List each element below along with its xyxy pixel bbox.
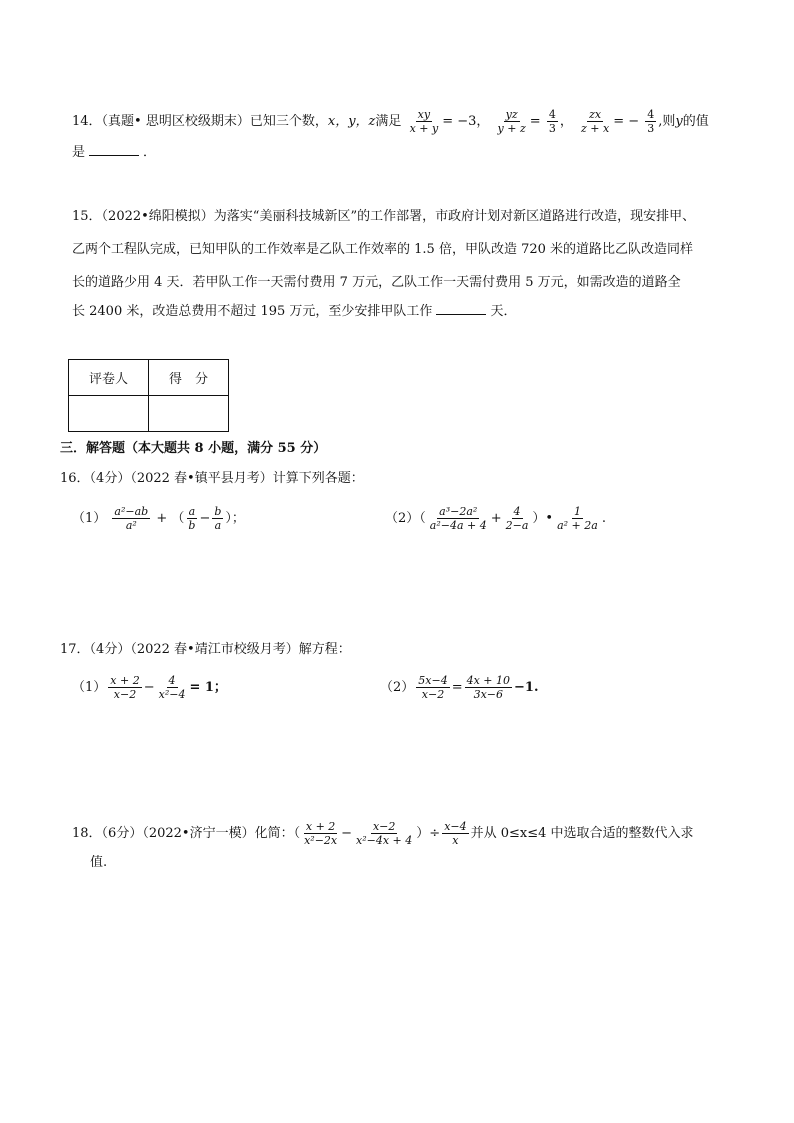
- frac-num: 4: [513, 505, 521, 518]
- q17-head: 17．（4分）（2022 春•靖江市校级月考）解方程：: [60, 642, 351, 657]
- frac-num: 4: [548, 108, 556, 121]
- q14-number: 14．: [72, 114, 102, 129]
- score-table-grader-cell: [69, 396, 149, 432]
- frac-den: y + z: [497, 122, 526, 135]
- frac-num: a: [188, 505, 196, 518]
- frac-num: a³−2a²: [439, 505, 478, 518]
- q14-line2: [72, 143, 156, 163]
- q15-line1: 15．（2022•绵阳模拟）为落实“美丽科技城新区”的工作部署，市政府计划对新区道路进行改造，现安排甲、: [72, 209, 696, 224]
- q16-p1-frac-a: [112, 505, 150, 532]
- q14-fraction-4-3: [547, 108, 558, 135]
- q14-fraction-yz: [496, 108, 528, 135]
- score-table-score-cell: [149, 396, 229, 432]
- q16-part1: [72, 505, 245, 532]
- q17-end: −1.: [514, 680, 539, 695]
- frac-num: 1: [573, 505, 581, 518]
- q18-line2: 值.: [90, 855, 108, 870]
- frac-num: 4: [168, 674, 176, 687]
- frac-den: x−2: [421, 688, 445, 701]
- q14-vars: x，y，z: [327, 114, 376, 129]
- q18-head: 18．（6分）（2022•济宁一模）化简：（: [72, 826, 301, 841]
- frac-num: xy: [417, 108, 431, 121]
- q17-p1-frac-a: [108, 674, 141, 701]
- q17-p2-frac-b: [465, 674, 512, 701]
- q17-end: = 1；: [189, 680, 227, 695]
- q16-p1-frac-b: [186, 505, 197, 532]
- frac-den: 3: [548, 122, 556, 135]
- q18-frac-b: [354, 820, 414, 847]
- score-table-header: [69, 360, 229, 396]
- q16-head: 16．（4分）（2022 春•镇平县月考）计算下列各题：: [60, 471, 364, 486]
- q15-text: 长 2400 米，改造总费用不超过 195 万元，至少安排甲队工作: [72, 304, 433, 319]
- q16-p2-frac-c: [555, 505, 600, 532]
- q14-end: ．: [143, 145, 157, 160]
- q17-p2-label: （2）: [380, 680, 415, 695]
- frac-den: a²−4a + 4: [429, 519, 487, 532]
- frac-num: zx: [589, 108, 602, 121]
- score-table-grader-label: 评卷人: [69, 360, 149, 396]
- score-table: [68, 359, 229, 432]
- q16-end: ）；: [225, 511, 245, 526]
- q16-op: + （: [156, 511, 185, 526]
- score-table-score-label: 得 分: [149, 360, 229, 396]
- q18-op: −: [341, 826, 353, 841]
- q14-text: 的值: [682, 114, 709, 129]
- q17-op: −: [143, 680, 155, 695]
- frac-den: a² + 2a: [557, 519, 598, 532]
- q16-op: −: [199, 511, 211, 526]
- q18-frac-a: [302, 820, 339, 847]
- q14-fraction-xy: [408, 108, 441, 135]
- q17-part2: [380, 674, 539, 701]
- q14-eq: = −: [613, 114, 640, 129]
- q14-text: 是: [72, 145, 86, 160]
- q15-text: 天．: [490, 304, 517, 319]
- frac-den: b: [188, 519, 196, 532]
- q15-line4: [72, 302, 516, 322]
- q14-text: ,则: [658, 114, 676, 129]
- q16-p2-frac-a: [428, 505, 489, 532]
- frac-num: 4: [647, 108, 655, 121]
- q16-p2-label: （2）（: [385, 511, 426, 526]
- q14-sep: ，: [559, 114, 573, 129]
- q15-line2: 乙两个工程队完成，已知甲队的工作效率是乙队工作效率的 1.5 倍，甲队改造 720 米的道路比乙队改造同样: [72, 242, 694, 257]
- frac-den: x: [452, 834, 459, 847]
- q15-answer-blank: [436, 302, 486, 315]
- q18-op: ）÷: [416, 826, 441, 841]
- frac-den: 2−a: [505, 519, 529, 532]
- score-table-row: [69, 396, 229, 432]
- q17-op: =: [451, 680, 463, 695]
- frac-den: a²: [125, 519, 137, 532]
- frac-den: x + y: [409, 122, 439, 135]
- q14-var-y: y: [675, 114, 683, 129]
- frac-den: a: [214, 519, 222, 532]
- q18-tail: 并从 0≤x≤4 中选取合适的整数代入求: [470, 826, 694, 841]
- q17-part1: [72, 674, 227, 701]
- q18-frac-c: [442, 820, 468, 847]
- frac-den: x−2: [113, 688, 137, 701]
- frac-num: x−4: [444, 820, 467, 833]
- q14-fraction-4-3b: [645, 108, 656, 135]
- frac-num: x + 2: [110, 674, 140, 687]
- q14-text: 满足: [375, 114, 402, 129]
- frac-num: 4x + 10: [466, 674, 511, 687]
- frac-den: x²−2x: [304, 834, 338, 847]
- frac-den: 3x−6: [473, 688, 504, 701]
- frac-num: x−2: [372, 820, 396, 833]
- q16-p2-frac-b: [504, 505, 531, 532]
- q14-text: 已知三个数，: [249, 114, 328, 129]
- frac-num: yz: [505, 108, 518, 121]
- q14-line1: [72, 108, 709, 135]
- q16-op: ）•: [532, 511, 554, 526]
- frac-num: x + 2: [305, 820, 336, 833]
- q14-source: （真题• 思明区校级期末）: [101, 114, 250, 129]
- q14-answer-blank: [89, 143, 139, 156]
- q14-eq: =: [529, 114, 541, 129]
- frac-den: x²−4: [158, 688, 186, 701]
- frac-den: z + x: [580, 122, 610, 135]
- q16-end: .: [601, 511, 606, 526]
- section-heading: 三．解答题（本大题共 8 小题，满分 55 分）: [60, 441, 327, 456]
- q14-eq: = −3，: [442, 114, 490, 129]
- q17-p2-frac-a: [416, 674, 449, 701]
- q16-part2: [385, 505, 606, 532]
- frac-num: 5x−4: [418, 674, 448, 687]
- q16-p1-frac-c: [212, 505, 223, 532]
- frac-num: a²−ab: [114, 505, 149, 518]
- q17-p1-frac-b: [157, 674, 188, 701]
- q14-fraction-zx: [579, 108, 611, 135]
- frac-den: 3: [647, 122, 655, 135]
- frac-den: x²−4x + 4: [356, 834, 413, 847]
- q15-line3: 长的道路少用 4 天．若甲队工作一天需付费用 7 万元，乙队工作一天需付费用 5 万元，如需改造的道路全: [72, 275, 681, 290]
- q16-p1-label: （1）: [72, 511, 107, 526]
- frac-num: b: [214, 505, 222, 518]
- q16-op: +: [490, 511, 502, 526]
- q18-line1: [72, 820, 694, 847]
- q17-p1-label: （1）: [72, 680, 107, 695]
